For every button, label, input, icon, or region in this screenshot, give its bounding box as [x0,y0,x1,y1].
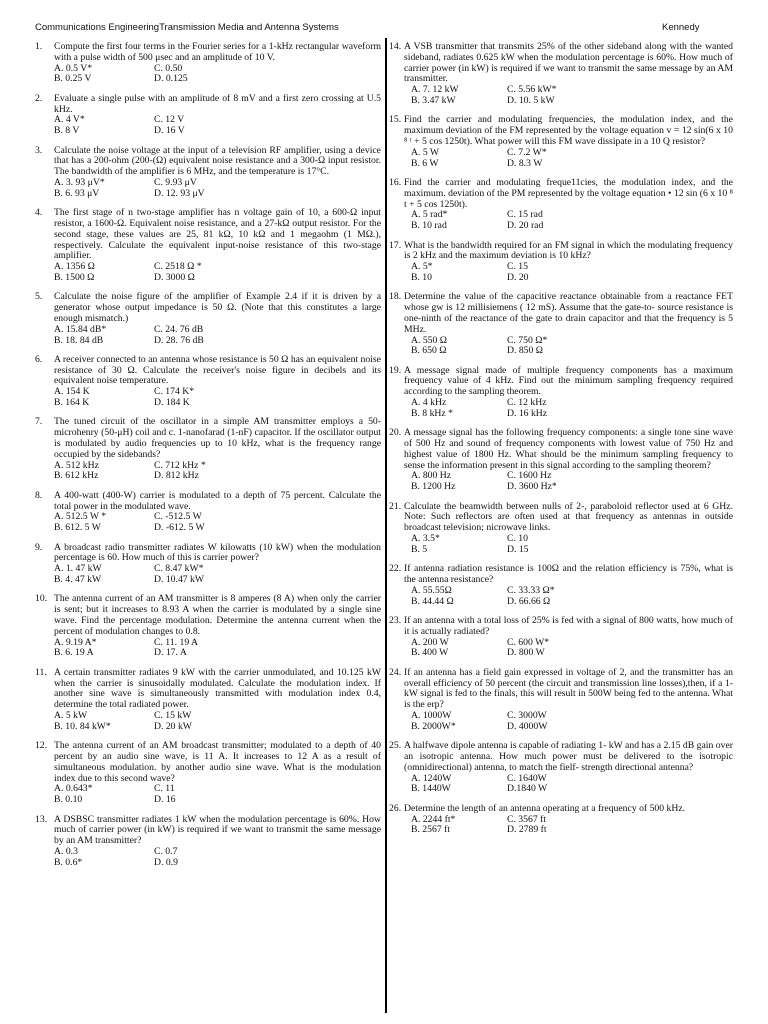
option-a: A. 15.84 dB* [54,323,107,335]
question-text: A halfwave dipole antenna is capable of radiating 1- kW and has a 2.15 dB gain over an isotropic antenna. How much power must be delivered to the isotropic (omnidirectional) antenna, to match the fielf- strength directional antenna? [404,740,733,773]
question-text: A 400-watt (400-W) carrier is modulated to a depth of 75 percent. Calculate the total power in the modulated wave. [54,489,381,512]
option-d: D. 20 [507,271,529,283]
option-c: C. 0.50 [154,62,183,74]
question-stem [389,42,733,85]
question-number: 11. [35,666,47,678]
question-stem [35,741,381,784]
option-b: B. 0.10 [54,794,83,806]
question-stem [389,741,733,773]
question-item [389,241,733,284]
question-stem [35,417,381,460]
option-b: B. 10 [411,271,432,283]
question-item [389,178,733,232]
question-item [35,146,381,200]
question-text: Evaluate a single pulse with an amplitude of 8 mV and a first zero crossing at U.5 kHz. [54,92,381,115]
option-d: D. 16 kHz [507,407,548,419]
question-number: 26. [389,802,402,814]
question-number: 23. [389,615,402,626]
option-a: A. 4 kHz [411,397,447,409]
question-number: 8. [35,489,43,501]
question-number: 5. [35,291,43,303]
question-number: 18. [389,291,402,303]
question-number: 13. [35,813,48,825]
question-stem [35,594,381,637]
option-c: C. 2518 Ω * [154,261,202,273]
question-text: A message signal made of multiple frequency components has a maximum frequency value of 4 kHz. Find out the minimum sampling frequency required according to the sampling theorem. [404,364,733,398]
option-b: B. 5 [411,543,428,555]
answer-options [389,148,733,170]
option-d: D. 28. 76 dB [154,334,204,346]
question-text: If an antenna with a total loss of 25% is fed with a signal of 800 watts, how much of it is actually radiated? [404,615,733,637]
answer-options [35,638,381,660]
option-a: A. 154 K [54,386,90,398]
option-a: A. 1000W [411,709,452,721]
option-c: C. 33.33 Ω* [507,584,555,596]
option-c: C. 8.47 kW* [154,563,204,575]
option-c: C. 15 rad [507,209,543,221]
question-stem [35,94,381,116]
question-number: 20. [389,427,402,439]
option-d: D. 20 kW [154,720,192,732]
question-stem [389,178,733,210]
answer-options [389,336,733,358]
answer-options [389,85,733,107]
question-item [389,42,733,107]
option-a: A. 3. 93 μV* [54,176,105,188]
option-a: A. 1240W [411,772,452,784]
option-a: A. 550 Ω [411,334,447,346]
question-item [35,594,381,659]
question-text: Calculate the beamwidth between nulls of 2-, paraboloid reflector used at 6 GHz. Note: Such reflectors are often used at that frequency as antennas in outside broadcast television; nicrowave links. [404,500,733,534]
answer-options [389,398,733,420]
question-number: 25. [389,740,402,752]
question-number: 1. [35,41,43,52]
question-stem [35,208,381,262]
option-c: C. 11. 19 A [154,636,199,648]
question-text: A broadcast radio transmitter radiates W kilowatts (10 kW) when the modulation percentage is 60. How much of this is carrier power? [54,541,381,564]
option-d: D. 4000W [507,720,548,732]
option-b: B. 6. 19 A [54,647,94,659]
question-stem [35,146,381,178]
question-text: Calculate the noise voltage at the input of a television RF amplifier, using a device that has a 200-ohm (200-(Ω) equivalent noise resistance and a 300-Ω input resistor. The bandwidth of the amplifier is 6 MHz, and the temperature is 17°C. [54,144,381,178]
option-d: D. 12. 93 μV [154,187,205,199]
question-item [35,208,381,284]
option-b: B. 4. 47 kW [54,574,102,586]
option-a: A. 5 W [411,146,440,158]
question-stem [389,241,733,263]
question-item [35,94,381,137]
option-b: B. 6 W [411,157,439,169]
option-b: B. 0.25 V [54,73,92,85]
question-stem [389,292,733,335]
question-stem [389,366,733,398]
option-b: B. 10. 84 kW* [54,720,111,732]
question-number: 21. [389,500,402,512]
option-c: C. 3000W [507,709,547,721]
question-text: If antenna radiation resistance is 100Ω and the relation efficiency is 75%, what is the antenna resistance? [404,563,733,586]
question-stem [35,668,381,711]
option-a: A. 9.19 A* [54,636,97,648]
question-text: The first stage of n two-stage amplifier has n voltage gain of 10, a 600-Ω input resistor, a 1600-Ω. Equivalent noise resistance, and a 27-kΩ output resistor. For the second stage, these values are 25, 81 kΩ, 10 kΩ and 1 megaohm (1 MΩ.), respectively. Calculate the equivalent input-noise resistance of this two-stage amplifier. [54,207,381,262]
option-c: C. 750 Ω* [507,334,548,346]
question-item [35,543,381,586]
option-c: C. 174 K* [154,386,195,398]
question-stem [35,42,381,64]
option-d: D. 8.3 W [507,157,543,169]
question-text: If an antenna has a field gain expressed in voltage of 2, and the transmitter has an overall efficiency of 50 percent (the circuit and transmission line losses),then, if a 1-kW signal is fed to the finals, this will result in 500W being fed to the antenna. What is the erp? [404,666,733,711]
option-c: C. 15 kW [154,709,192,721]
question-stem [35,292,381,324]
answer-options [35,64,381,86]
question-stem [389,428,733,471]
question-item [389,564,733,607]
question-number: 15. [389,114,402,126]
option-a: A. 7. 12 kW [411,84,459,96]
option-b: B. 10 rad [411,220,447,232]
answer-options [35,564,381,586]
option-c: C. -512.5 W [154,511,202,523]
answer-options [389,815,733,837]
option-a: A. 4 V* [54,114,85,126]
question-item [35,491,381,534]
answer-options [389,711,733,733]
option-c: C. 12 kHz [507,397,547,409]
question-text: A certain transmitter radiates 9 kW with the carrier unmodulated, and 10.125 kW when the carrier is sinusoidally modulated. Calculate the modulation index. If another sine wave is simultaneously transmitted with modulation index 0.4, determine the total radiated power. [54,666,381,711]
question-text: The tuned circuit of the oscillator in a simple AM transmitter employs a 50-microhenry (50-μH) coil and c. 1-nanofarad (1-nF) capacitor. If the oscillator output is modulated by audio frequencies up to 10 kHz, what is the frequency range occupied by the sidebands? [54,416,381,460]
option-b: B. 8 kHz * [411,407,453,419]
option-a: A. 5 kW [54,709,88,721]
document-author: Kennedy [662,22,700,33]
option-c: C. 1640W [507,772,547,784]
option-c: C. 11 [154,783,175,795]
option-d: D. 184 K [154,397,190,409]
option-a: A. 200 W [411,636,449,648]
question-item [35,668,381,733]
option-a: A. 3.5* [411,533,440,545]
answer-options [35,784,381,806]
question-stem [389,804,733,815]
option-b: B. 8 V [54,125,80,137]
option-c: C. 712 kHz * [154,459,206,471]
question-text: Find the carrier and modulating frequencies, the modulation index, and the maximum deviation of the FM represented by the voltage equation v = 12 sin(6 x 10 ⁸ ᵗ + 5 cos 1250t). What power will this FM wave dissipate in a 10 Q resistor? [404,114,733,147]
column-divider [385,38,387,1013]
answer-options [35,262,381,284]
answer-options [35,325,381,347]
document-title: Communications EngineeringTransmission Media and Antenna Systems [35,22,339,33]
option-b: B. 3.47 kW [411,94,456,106]
answer-options [35,512,381,534]
question-stem [389,616,733,638]
option-b: B. 1440W [411,783,451,795]
option-b: B. 650 Ω [411,345,447,357]
option-a: A. 0.5 V* [54,62,93,74]
option-d: D.1840 W [507,783,548,795]
question-text: A DSBSC transmitter radiates 1 kW when the modulation percentage is 60%. How much of carrier power (in kW) is required if we want to transmit the same message by an AM transmitter? [54,813,381,847]
option-b: B. 612 kHz [54,470,99,482]
option-a: A. 1. 47 kW [54,563,102,575]
option-a: A. 5 rad* [411,209,448,221]
option-c: C. 3567 ft [507,813,547,825]
answer-options [35,115,381,137]
right-column [389,42,733,845]
question-number: 9. [35,541,43,553]
question-number: 10. [35,593,48,605]
question-item [35,815,381,869]
answer-options [35,178,381,200]
option-d: D. -612. 5 W [154,522,205,534]
option-b: B. 0.6* [54,856,83,868]
question-stem [35,355,381,387]
option-d: D. 20 rad [507,220,544,232]
question-number: 22. [389,563,402,575]
question-item [35,355,381,409]
question-text: What is the bandwidth required for an FM signal in which the modulating frequency is 2 kHz and the maximum deviation is 10 kHz? [404,239,733,262]
question-text: The antenna current of an AM broadcast transmitter; modulated to a depth of 40 percent by an audio sine wave, is 11 A. It increases to 12 A as a result of simultaneous modulation. by another audio sine wave. What is the modulation index due to this second wave? [54,740,381,784]
question-item [389,616,733,659]
option-d: D. 850 Ω [507,345,543,357]
option-d: D. 10.47 kW [154,574,205,586]
option-d: D. 17. A [154,647,187,659]
option-a: A. 55.55Ω [411,584,452,596]
option-b: B. 1500 Ω [54,271,95,283]
option-c: C. 15 [507,261,528,273]
question-number: 19. [389,364,402,376]
answer-options [389,534,733,556]
question-text: Determine the length of an antenna operating at a frequency of 500 kHz. [404,802,686,814]
option-b: B. 164 K [54,397,90,409]
question-item [389,804,733,836]
option-b: B. 1200 Hz [411,481,456,493]
option-b: B. 400 W [411,647,449,659]
option-d: D. 800 W [507,647,545,659]
option-a: A. 512 kHz [54,459,99,471]
option-d: D. 16 V [154,125,185,137]
option-a: A. 800 Hz [411,470,452,482]
option-a: A. 512.5 W * [54,511,107,523]
question-text: A message signal has the following frequency components: a single tone sine wave of 500 Hz and sound of frequency components with lowest value of 750 Hz and highest value of 1800 Hz. What should be the minimum sampling frequency to sense the information present in this signal according to the sampling theorem? [404,427,733,471]
question-text: Calculate the noise figure of the amplifier of Example 2.4 if it is driven by a generator whose output impedance is 50 Ω. (Note that this constitutes a large enough mismatch.) [54,291,381,324]
question-number: 12. [35,740,48,752]
answer-options [389,471,733,493]
option-b: B. 2000W* [411,720,456,732]
option-a: A. 2244 ft* [411,813,456,825]
question-text: Find the carrier and modulating freque11cies, the modulation index, and the maximum. deviation of the PM represented by the voltage equation • 12 sin (6 x 10 ⁸ t + 5 cos 1250t). [404,176,733,210]
option-c: C. 10 [507,533,528,545]
answer-options [35,847,381,869]
option-c: C. 7.2 W* [507,146,547,158]
question-text: A VSB transmitter that transmits 25% of the other sideband along with the wanted sideband, radiates 0.625 kW when the modulation percentage is 60%. How much of carrier power (in kW) is required if we want to transmit the same message by an AM transmitter. [404,41,733,85]
question-stem [389,502,733,534]
question-item [389,741,733,795]
option-c: C. 5.56 kW* [507,84,557,96]
question-item [35,417,381,482]
option-c: C. 12 V [154,114,185,126]
question-item [389,115,733,169]
question-item [389,428,733,493]
question-stem [389,115,733,147]
option-a: A. 1356 Ω [54,261,95,273]
question-number: 7. [35,416,43,428]
question-number: 4. [35,207,43,219]
question-number: 17. [389,239,402,251]
question-item [35,292,381,346]
option-b: B. 18. 84 dB [54,334,104,346]
question-text: Compute the first four terms in the Fourier series for a 1-kHz rectangular waveform with a pulse width of 500 μsec and an amplitude of 10 V. [54,41,381,63]
question-number: 6. [35,353,43,365]
option-c: C. 600 W* [507,636,550,648]
question-stem [35,815,381,847]
question-stem [35,543,381,565]
answer-options [389,774,733,796]
question-text: A receiver connected to an antenna whose resistance is 50 Ω has an equivalent noise resistance of 30 Ω. Calculate the receiver's noise figure in decibels and its equivalent noise temperature. [54,353,381,387]
question-text: The antenna current of an AM transmitter is 8 amperes (8 A) when only the carrier is sent; but it increases to 8.93 A when the carrier is modulated by a single sine wave. Find the percentage modulation. Determine the antenna current when the percent of modulation changes to 0.8. [54,593,381,637]
answer-options [35,461,381,483]
question-item [389,292,733,357]
option-d: D. 3600 Hz* [507,481,557,493]
question-text: Determine the value of the capacitive reactance obtainable from a reactance FET whose gw is 12 millisiemens ( 12 mS). Assume that the gate-to- source resistance is one-ninth of the reactance of the gate to drain capacitor and that the frequency is 5 MHz. [404,291,733,335]
option-d: D. 3000 Ω [154,271,195,283]
option-c: C. 24. 76 dB [154,323,204,335]
option-a: A. 0.3 [54,845,78,857]
answer-options [389,262,733,284]
option-d: D. 0.125 [154,73,188,85]
question-item [35,741,381,806]
option-c: C. 1600 Hz [507,470,552,482]
question-item [389,366,733,420]
question-number: 2. [35,92,43,104]
left-column [35,42,381,877]
option-d: D. 66.66 Ω [507,595,551,607]
question-item [389,502,733,556]
answer-options [389,586,733,608]
answer-options [389,638,733,660]
question-stem [389,668,733,711]
option-d: D. 2789 ft [507,824,547,836]
option-d: D. 16 [154,794,176,806]
option-a: A. 5* [411,261,433,273]
question-number: 24. [389,666,402,678]
answer-options [389,210,733,232]
answer-options [35,387,381,409]
question-stem [389,564,733,586]
option-d: D. 812 kHz [154,470,199,482]
option-a: A. 0.643* [54,783,93,795]
question-number: 14. [389,41,402,52]
option-b: B. 612. 5 W [54,522,101,534]
question-item [389,668,733,733]
option-d: D. 10. 5 kW [507,94,555,106]
question-number: 16. [389,176,402,188]
option-c: C. 0.7 [154,845,178,857]
answer-options [35,711,381,733]
option-b: B. 2567 ft [411,824,451,836]
option-d: D. 15 [507,543,529,555]
question-stem [35,491,381,513]
question-item [35,42,381,85]
option-b: B. 44.44 Ω [411,595,454,607]
option-b: B. 6. 93 μV [54,187,100,199]
option-d: D. 0.9 [154,856,178,868]
option-c: C. 9.93 μV [154,176,197,188]
question-number: 3. [35,144,43,156]
